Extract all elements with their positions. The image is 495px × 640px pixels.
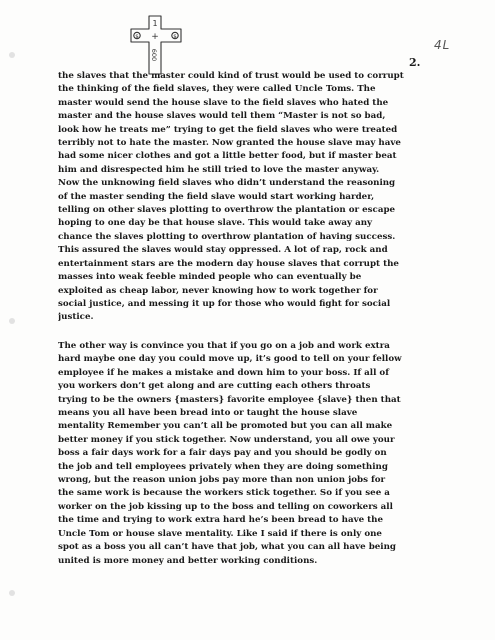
text-line: terribly not to hate the master. Now granted the house slave may have	[58, 138, 401, 149]
cross-mark-1: 1	[152, 19, 158, 28]
cross-mark-dollar-right: $	[173, 34, 177, 40]
text-line: telling on other slaves plotting to overthrow the plantation or escape	[58, 205, 396, 216]
text-line: him and disrespected him he still tried to love the master anyway.	[58, 164, 380, 175]
hole-punch-top	[9, 52, 15, 58]
text-line: the job and tell employees privately when they are doing something	[58, 461, 388, 472]
text-line: the slaves that the master could kind of trust would be used to corrupt	[58, 71, 404, 81]
hole-punch-middle	[9, 318, 15, 324]
text-line: wrong, but the reason union jobs pay more than non union jobs for	[58, 475, 386, 486]
text-line: Now the unknowing field slaves who didn’t understand the reasoning	[58, 178, 396, 189]
text-line: master and the house slaves would tell them “Master is not so bad,	[58, 111, 386, 122]
text-line: social justice, and messing it up for those who would fight for social	[58, 298, 391, 309]
cross-mark-plus: +	[151, 32, 159, 42]
text-line: entertainment stars are the modern day house slaves that corrupt the	[58, 258, 399, 269]
text-line: had some nicer clothes and got a little better food, but if master beat	[58, 151, 397, 162]
cross-mark-dollar-left: $	[135, 34, 139, 40]
text-line: of the master sending the field slave would start working harder,	[58, 191, 375, 202]
cross-mark-600: 600	[150, 48, 158, 62]
text-line: united is more money and better working conditions.	[58, 555, 318, 566]
text-line: worker on the job kissing up to the boss and telling on coworkers all	[58, 501, 393, 512]
text-line: exploited as cheap labor, never knowing how to work together for	[58, 285, 378, 296]
handwritten-page-note: 4L	[434, 38, 451, 52]
text-line: better money if you stick together. Now understand, you all owe your	[58, 434, 395, 445]
text-line: master would send the house slave to the field slaves who hated the	[58, 97, 389, 108]
text-line: the thinking of the field slaves, they were called Uncle Toms. The	[58, 84, 376, 95]
text-line: the time and trying to work extra hard he’s been bread to have the	[58, 515, 384, 526]
text-line: The other way is convince you that if you go on a job and work extra	[58, 341, 390, 351]
paragraph-1	[58, 70, 448, 325]
text-line: hoping to one day be that house slave. This would take away any	[58, 218, 373, 229]
text-line: This assured the slaves would stay oppressed. A lot of rap, rock and	[58, 245, 388, 256]
paragraph-2	[58, 340, 448, 568]
text-line: spot as a boss you all can’t have that job, what you can all have being	[58, 542, 397, 553]
hole-punch-bottom	[9, 590, 15, 596]
text-line: look how he treats me” trying to get the field slaves who were treated	[58, 124, 398, 135]
text-line: trying to be the owners {masters} favorite employee {slave} then that	[58, 394, 401, 405]
text-line: Uncle Tom or house slave mentality. Like I said if there is only one	[58, 528, 382, 539]
text-line: justice.	[58, 312, 94, 323]
text-line: chance the slaves plotting to overthrow plantation of having success.	[58, 231, 396, 242]
text-line: boss a fair days work for a fair days pay and you should be godly on	[58, 448, 387, 459]
text-line: you workers don’t get along and are cutting each others throats	[58, 381, 371, 392]
text-line: mentality Remember you can’t all be promoted but you can all make	[58, 421, 393, 432]
text-line: masses into weak feeble minded people who can eventually be	[58, 272, 362, 283]
page-number: 2.	[409, 56, 421, 69]
text-line: the same work is because the workers stick together. So if you see a	[58, 488, 390, 499]
text-line: employee if he makes a mistake and down him to your boss. If all of	[58, 367, 389, 378]
text-line: hard maybe one day you could move up, it’s good to tell on your fellow	[58, 354, 402, 365]
text-line: means you all have been bread into or taught the house slave	[58, 408, 358, 419]
hand-drawn-cross-icon	[128, 14, 184, 76]
